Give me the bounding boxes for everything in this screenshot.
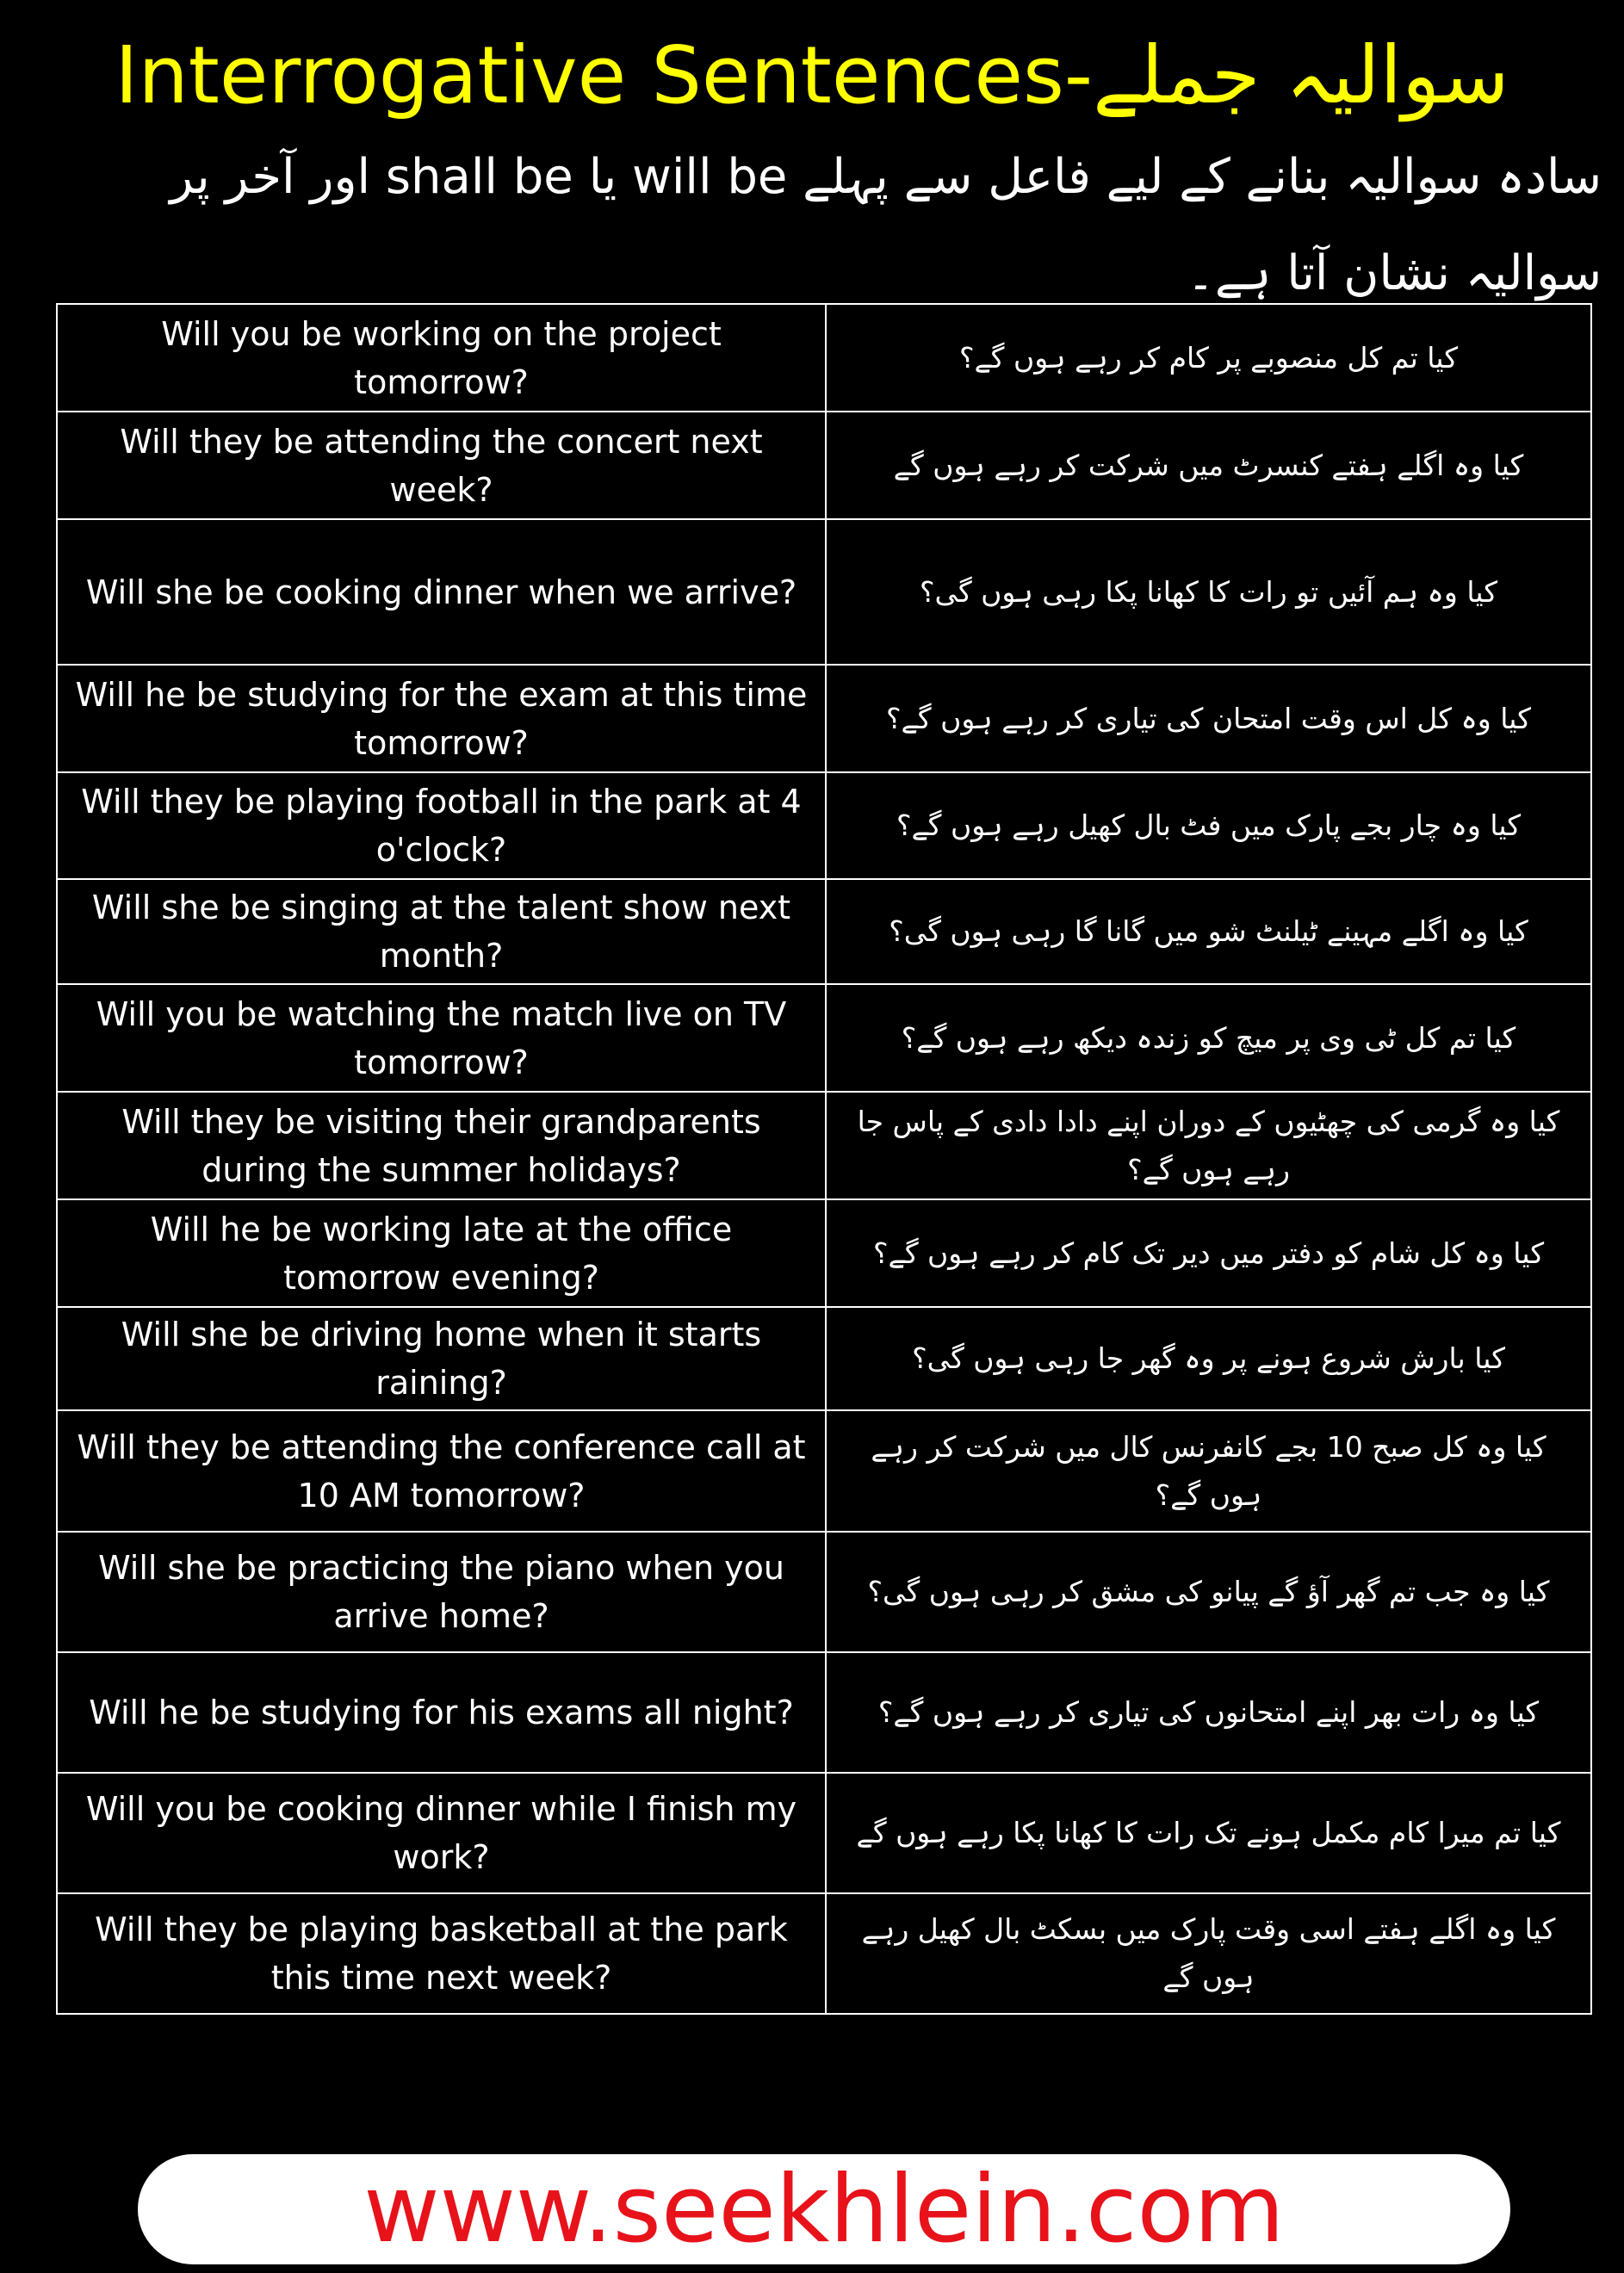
urdu-translation: کیا وہ چار بجے پارک میں فٹ بال کھیل رہے ہوں گے؟ [826,772,1591,879]
english-sentence: Will she be cooking dinner when we arrive? [57,519,826,665]
urdu-translation: کیا وہ اگلے ہفتے کنسرٹ میں شرکت کر رہے ہوں گے [826,412,1591,519]
english-sentence: Will she be singing at the talent show next month? [57,879,826,984]
urdu-translation: کیا وہ کل اس وقت امتحان کی تیاری کر رہے ہوں گے؟ [826,665,1591,772]
english-sentence: Will they be playing basketball at the park this time next week? [57,1893,826,2014]
table-row [57,665,1591,772]
intro-urdu-ya: یا [588,149,617,205]
urdu-translation: کیا بارش شروع ہونے پر وہ گھر جا رہی ہوں گی؟ [826,1307,1591,1410]
table-row [57,1652,1591,1773]
sentence-table-body [57,304,1591,2014]
english-sentence: Will he be studying for the exam at this time tomorrow? [57,665,826,772]
table-row [57,1773,1591,1893]
intro-will-be: will be [632,149,788,205]
english-sentence: Will you be cooking dinner while I finish my work? [57,1773,826,1893]
table-row [57,519,1591,665]
title-urdu: سوالیہ جملے [1093,29,1509,121]
title-english: Interrogative Sentences- [115,29,1094,121]
table-row [57,984,1591,1092]
urdu-translation: کیا وہ رات بھر اپنے امتحانوں کی تیاری کر رہے ہوں گے؟ [826,1652,1591,1773]
english-sentence: Will he be working late at the office tomorrow evening? [57,1199,826,1307]
english-sentence: Will you be watching the match live on TV tomorrow? [57,984,826,1092]
website-banner [138,2154,1510,2264]
english-sentence: Will he be studying for his exams all night? [57,1652,826,1773]
table-row [57,1199,1591,1307]
table-row [57,304,1591,412]
intro-shall-be: shall be [385,149,573,205]
english-sentence: Will they be visiting their grandparents during the summer holidays? [57,1092,826,1199]
urdu-translation: کیا وہ اگلے ہفتے اسی وقت پارک میں بسکٹ بال کھیل رہے ہوں گے [826,1893,1591,2014]
table-row [57,879,1591,984]
urdu-translation: کیا تم کل ٹی وی پر میچ کو زندہ دیکھ رہے ہوں گے؟ [826,984,1591,1092]
urdu-translation: کیا وہ جب تم گھر آؤ گے پیانو کی مشق کر رہی ہوں گی؟ [826,1532,1591,1652]
urdu-translation: کیا وہ ہم آئیں تو رات کا کھانا پکا رہی ہوں گی؟ [826,519,1591,665]
urdu-translation: کیا وہ کل شام کو دفتر میں دیر تک کام کر رہے ہوں گے؟ [826,1199,1591,1307]
table-row [57,1893,1591,2014]
english-sentence: Will she be driving home when it starts raining? [57,1307,826,1410]
sentence-table [56,303,1592,2015]
english-sentence: Will you be working on the project tomorrow? [57,304,826,412]
table-row [57,772,1591,879]
intro-text [60,129,1602,322]
intro-urdu-part-2: اور آخر پر سوالیہ نشان آتا ہے۔ [170,149,1602,301]
urdu-translation: کیا وہ گرمی کی چھٹیوں کے دوران اپنے دادا دادی کے پاس جا رہے ہوں گے؟ [826,1092,1591,1199]
page-title [0,24,1624,127]
table-row [57,1410,1591,1532]
urdu-translation: کیا تم میرا کام مکمل ہونے تک رات کا کھانا پکا رہے ہوں گے [826,1773,1591,1893]
english-sentence: Will she be practicing the piano when you arrive home? [57,1532,826,1652]
urdu-translation: کیا وہ اگلے مہینے ٹیلنٹ شو میں گانا گا رہی ہوں گی؟ [826,879,1591,984]
english-sentence: Will they be playing football in the park at 4 o'clock? [57,772,826,879]
table-row [57,1092,1591,1199]
intro-urdu-part-1: سادہ سوالیہ بنانے کے لیے فاعل سے پہلے [803,149,1602,205]
english-sentence: Will they be attending the conference call at 10 AM tomorrow? [57,1410,826,1532]
website-url: www.seekhlein.com [363,2156,1285,2264]
english-sentence: Will they be attending the concert next week? [57,412,826,519]
table-row [57,412,1591,519]
urdu-translation: کیا وہ کل صبح 10 بجے کانفرنس کال میں شرکت کر رہے ہوں گے؟ [826,1410,1591,1532]
table-row [57,1307,1591,1410]
table-row [57,1532,1591,1652]
urdu-translation: کیا تم کل منصوبے پر کام کر رہے ہوں گے؟ [826,304,1591,412]
